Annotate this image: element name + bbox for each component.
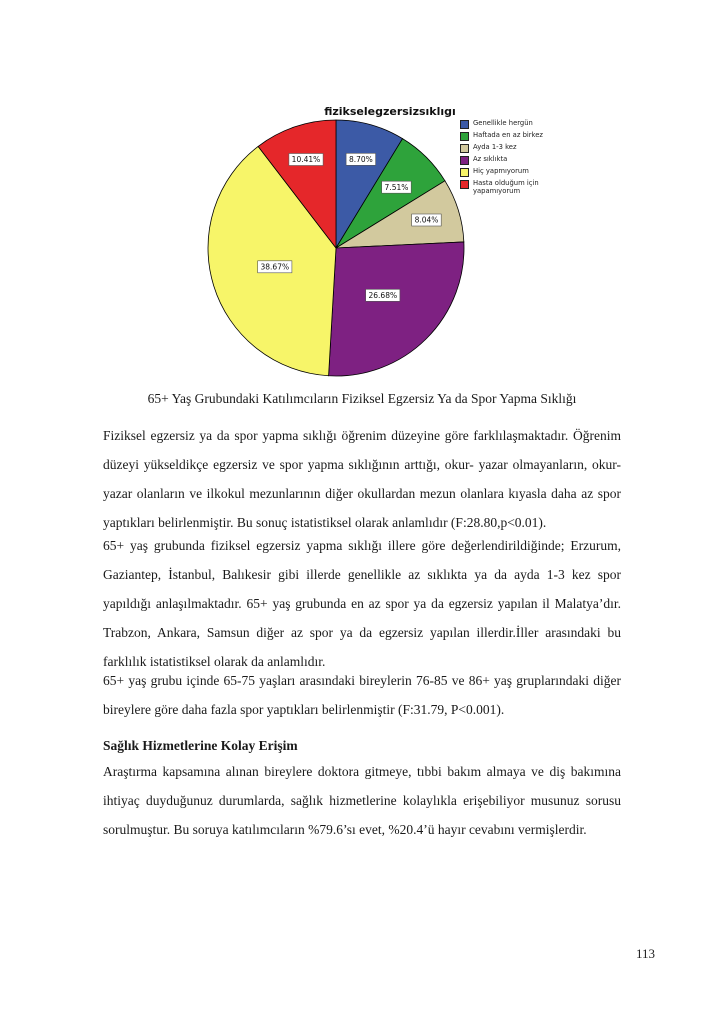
legend-label: Haftada en az birkez	[473, 131, 544, 139]
chart-title: fizikselegzersizsıklıgı	[324, 105, 456, 118]
pie-slice-label	[382, 181, 412, 193]
body-paragraph-2: 65+ yaş grubunda fiziksel egzersiz yapma sıklığı illere göre değerlendirildiğinde; Erzurum, Gaziantep, İstanbul, Balıkesir gibi illerde genellikle az sıklıkta ya da ayda 1-3 kez spor yapıldığı anlaşılmaktadır. 65+ yaş grubunda en az spor ya da egzersiz yapılan il Malatya’dır. Trabzon, Ankara, Samsun diğer az spor ya da egzersiz yapılan illerdir.İller arasındaki bu farklılık istatistiksel olarak da anlamlıdır.	[103, 538, 621, 669]
pie-slice-label	[366, 289, 400, 301]
section-heading: Sağlık Hizmetlerine Kolay Erişim	[103, 738, 298, 753]
legend-item-2	[460, 131, 555, 141]
svg-text:8.70%: 8.70%	[348, 154, 373, 164]
chart-legend	[460, 119, 555, 198]
body-paragraph-1: Fiziksel egzersiz ya da spor yapma sıklığı öğrenim düzeyine göre farklılaşmaktadır. Öğrenim düzeyi yükseldikçe egzersiz ve spor yapma sıklığının arttığı, okur- yazar olmayanların, okur- yazar olanların ve ilkokul mezunlarının diğer okullardan mezun olanlara kıyasla daha az spor yaptıkları belirlenmiştir. Bu sonuç istatistiksel olarak anlamlıdır (F:28.80,p<0.01).	[103, 428, 621, 530]
legend-item-3	[460, 143, 555, 153]
legend-label: Ayda 1-3 kez	[473, 143, 517, 151]
legend-label: Az sıklıkta	[473, 155, 508, 163]
svg-text:38.67%: 38.67%	[260, 262, 290, 272]
legend-label: Genellikle hergün	[473, 119, 533, 127]
legend-swatch-icon	[460, 156, 469, 165]
pie-slice-4	[329, 242, 464, 376]
legend-item-5	[460, 167, 555, 177]
svg-text:26.68%: 26.68%	[368, 290, 398, 300]
legend-item-6	[460, 179, 555, 195]
legend-swatch-icon	[460, 180, 469, 189]
svg-text:8.04%: 8.04%	[414, 215, 439, 225]
pie-slice-label	[412, 214, 442, 226]
pie-slice-label	[346, 153, 376, 165]
legend-label: Hiç yapmıyorum	[473, 167, 529, 175]
legend-item-4	[460, 155, 555, 165]
legend-swatch-icon	[460, 120, 469, 129]
pie-slice-label	[289, 154, 323, 166]
legend-swatch-icon	[460, 168, 469, 177]
legend-swatch-icon	[460, 144, 469, 153]
legend-swatch-icon	[460, 132, 469, 141]
legend-item-1	[460, 119, 555, 129]
figure-caption: 65+ Yaş Grubundaki Katılımcıların Fiziksel Egzersiz Ya da Spor Yapma Sıklığı	[147, 391, 577, 406]
svg-text:7.51%: 7.51%	[384, 182, 409, 192]
body-paragraph-3: 65+ yaş grubu içinde 65-75 yaşları arasındaki bireylerin 76-85 ve 86+ yaş gruplarındaki diğer bireylere göre daha fazla spor yaptıkları belirlenmiştir (F:31.79, P<0.001).	[103, 673, 621, 717]
legend-label: Hasta olduğum için yapamıyorum	[473, 179, 539, 196]
pie-slice-label	[258, 261, 292, 273]
pie-chart	[190, 108, 490, 393]
svg-text:10.41%: 10.41%	[291, 155, 321, 165]
page-number: 113	[635, 946, 655, 961]
body-paragraph-4: Araştırma kapsamına alınan bireylere doktora gitmeye, tıbbi bakım almaya ve diş bakımına ihtiyaç duyduğunuz durumlarda, sağlık hizmetlerine kolaylıkla erişebiliyor musunuz sorusu sorulmuştur. Bu soruya katılımcıların %79.6’sı evet, %20.4’ü hayır cevabını vermişlerdir.	[103, 764, 621, 837]
